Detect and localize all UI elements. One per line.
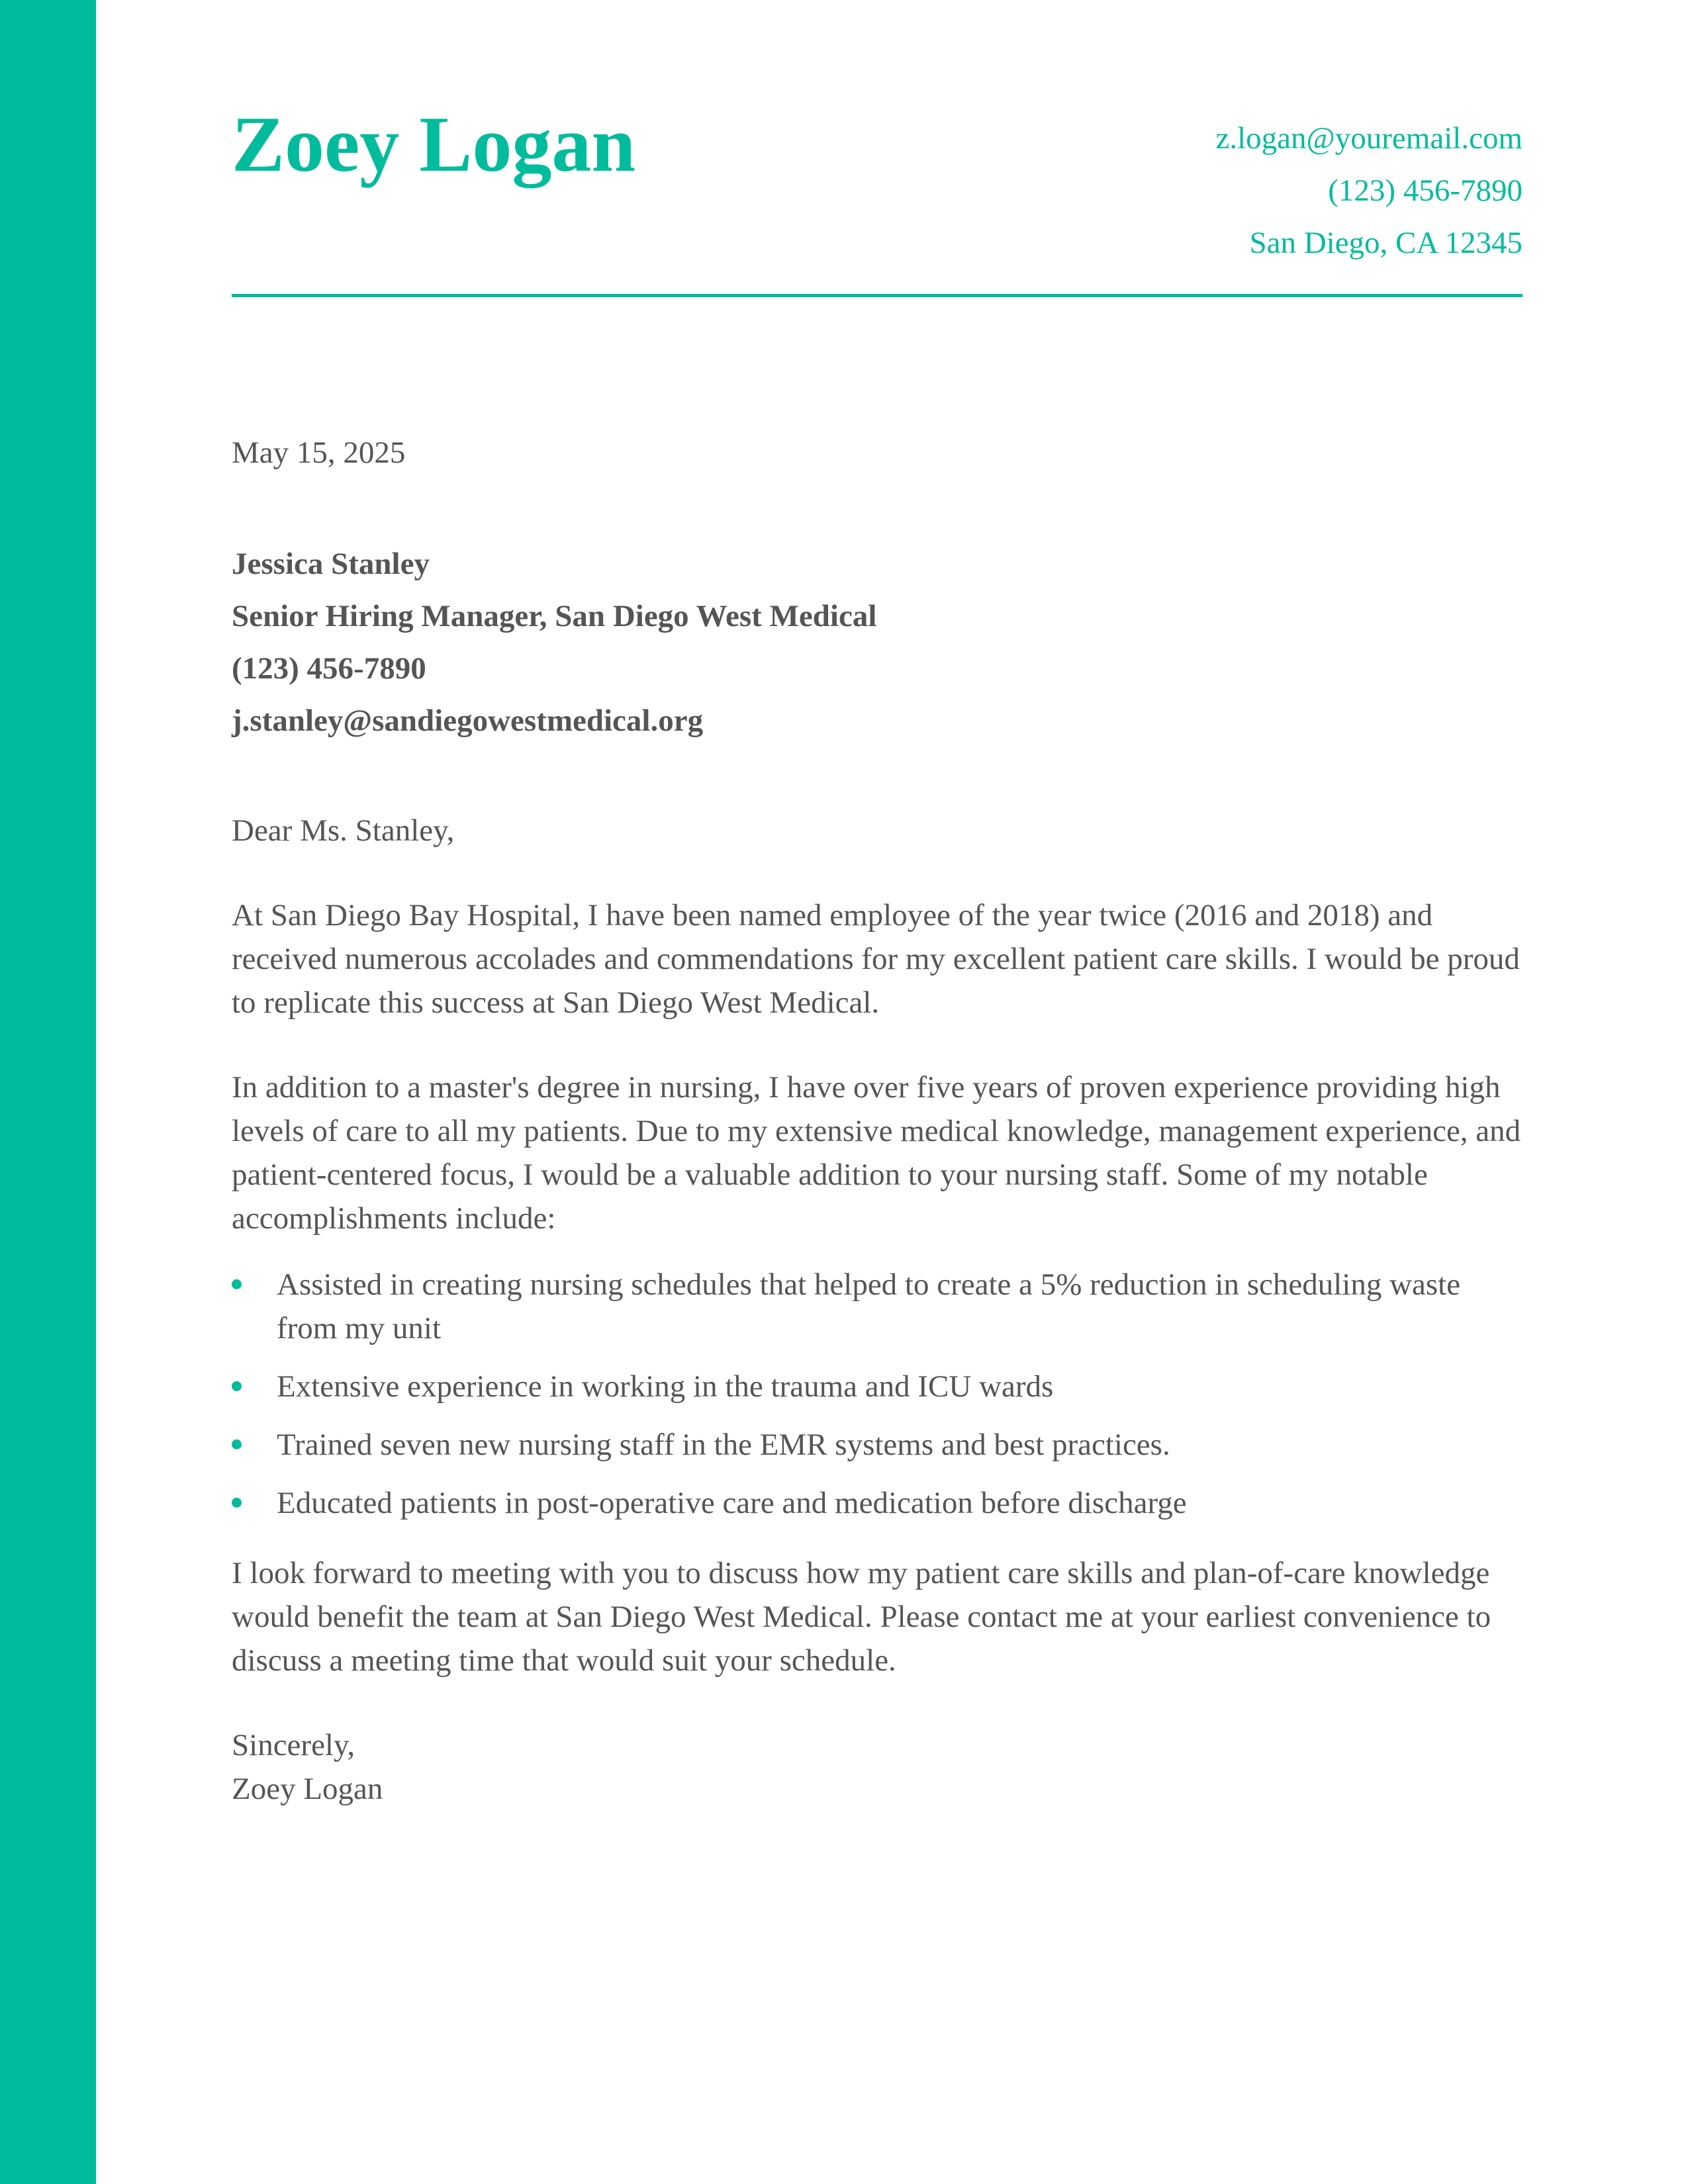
recipient-block bbox=[232, 538, 1523, 747]
recipient-phone[interactable]: (123) 456-7890 bbox=[232, 651, 426, 686]
sender-name: Zoey Logan bbox=[232, 100, 636, 188]
recipient-email[interactable]: j.stanley@sandiegowestmedical.org bbox=[232, 704, 704, 738]
bullet-icon bbox=[232, 1439, 242, 1449]
sender-phone[interactable]: (123) 456-7890 bbox=[1328, 173, 1523, 208]
body-paragraph: At San Diego Bay Hospital, I have been named employee of the year twice (2016 and 2018) and received numerous accolades and commendations for my excellent patient care skills. I would be proud to replicate this success at San Diego West Medical. bbox=[232, 898, 1520, 1020]
accent-sidebar bbox=[0, 0, 96, 2184]
header-divider bbox=[232, 294, 1523, 297]
signoff: Sincerely, bbox=[232, 1728, 355, 1762]
list-item-text: Assisted in creating nursing schedules that helped to create a 5% reduction in scheduling waste from my unit bbox=[277, 1267, 1461, 1345]
list-item-text: Trained seven new nursing staff in the EMR systems and best practices. bbox=[277, 1428, 1170, 1462]
list-item bbox=[232, 1423, 1523, 1467]
letter-date: May 15, 2025 bbox=[232, 435, 406, 470]
list-item bbox=[232, 1365, 1523, 1408]
sender-location: San Diego, CA 12345 bbox=[1249, 226, 1523, 260]
list-item-text: Extensive experience in working in the trauma and ICU wards bbox=[277, 1369, 1054, 1404]
list-item bbox=[232, 1481, 1523, 1525]
sender-contact bbox=[1215, 113, 1523, 269]
bullet-icon bbox=[232, 1381, 242, 1391]
bullet-icon bbox=[232, 1498, 242, 1508]
closing-block bbox=[232, 1723, 1523, 1811]
greeting: Dear Ms. Stanley, bbox=[232, 813, 455, 848]
bullet-icon bbox=[232, 1279, 242, 1289]
letter-body bbox=[232, 431, 1523, 1811]
signature-name: Zoey Logan bbox=[232, 1772, 383, 1806]
closing-paragraph: I look forward to meeting with you to discuss how my patient care skills and plan-of-care knowledge would benefit the team at San Diego West Medical. Please contact me at your earliest convenience to discuss a meeting time that would suit your schedule. bbox=[232, 1556, 1491, 1678]
list-item bbox=[232, 1263, 1523, 1350]
letter-page bbox=[232, 0, 1523, 2184]
recipient-name: Jessica Stanley bbox=[232, 547, 430, 581]
sender-email[interactable]: z.logan@youremail.com bbox=[1215, 121, 1523, 156]
list-item-text: Educated patients in post-operative care and medication before discharge bbox=[277, 1486, 1187, 1520]
body-paragraph: In addition to a master's degree in nursing, I have over five years of proven experience providing high levels of care to all my patients. Due to my extensive medical knowledge, management experience, and patient-centered focus, I would be a valuable addition to your nursing staff. Some of my notable accomplishments include: bbox=[232, 1070, 1521, 1236]
accomplishments-list bbox=[232, 1263, 1523, 1525]
recipient-title: Senior Hiring Manager, San Diego West Medical bbox=[232, 599, 877, 633]
